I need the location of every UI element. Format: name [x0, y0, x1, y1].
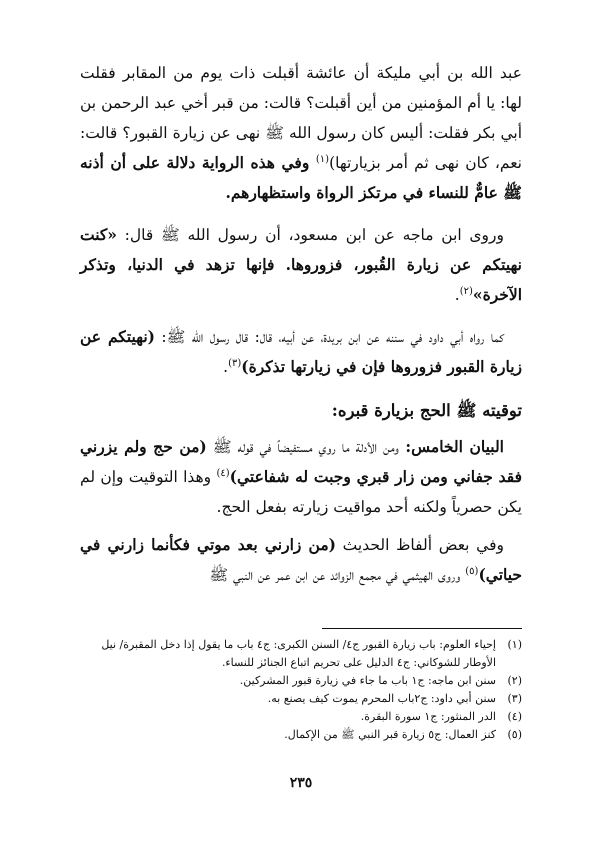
- p1-text-b: وفي هذه الرواية دلالة على أن أذنه ﷺ عامٌّ للنساء في مرتكز الرواة واستظهارهم.: [80, 153, 522, 202]
- p5-text-a: وفي بعض ألفاظ الحديث: [335, 536, 504, 554]
- footnote-divider: [322, 628, 522, 629]
- footnote-ref-1: (١): [315, 153, 330, 165]
- footnote-text: سنن أبي داود: ج٢باب المحرم يموت كيف يصنع به.: [267, 692, 496, 705]
- footnote-ref-3: (٣): [228, 357, 242, 369]
- p5-text-c: وروى الهيثمي في مجمع الزوائد عن ابن عمر عن النبي ﷺ: [209, 566, 466, 584]
- footnote-number: (٣): [507, 692, 522, 705]
- footnotes: [80, 636, 522, 744]
- p2-quote: «كنت نهيتكم عن زيارة القُبور، فزوروها. فإنها تزهد في الدنيا، وتذكر الآخرة»: [80, 225, 522, 304]
- paragraph-3: [80, 322, 522, 382]
- p4-text-b: ومن الأدلة ما روي مستفيضاً في قوله ﷺ: [206, 438, 399, 456]
- p2-end: .: [454, 286, 460, 304]
- page-number: ٢٣٥: [289, 775, 313, 791]
- paragraph-4: [80, 432, 522, 522]
- footnote-ref-5: (٥): [465, 565, 479, 577]
- p1-text-a: عبد الله بن أبي مليكة أن عائشة أقبلت ذات يوم من المقابر فقلت لها: يا أم المؤمنين من أين أقبلت؟ قالت: من قبر أخي عبد الرحمن بن أبي بكر فقلت: أليس كان رسول الله ﷺ نهى عن زيارة القبور؟ قالت: نعم، كان نهى ثم أمر بزيارتها): [80, 64, 522, 172]
- p3-end: .: [223, 358, 229, 376]
- paragraph-1: [80, 58, 522, 208]
- p3-quote: (نهيتكم عن زيارة القبور فزوروها فإن في زيارتها تذكرة): [80, 327, 522, 376]
- footnote-item: [80, 672, 522, 690]
- footnote-text: إحياء العلوم: باب زيارة القبور ج٤/ السنن الكبرى: ج٤ باب ما يقول إذا دخل المقبرة/ نيل الأوطار للشوكاني: ج٤ الدليل على تحريم اتباع الجنائز للنساء.: [101, 638, 496, 669]
- paragraph-2: [80, 220, 522, 310]
- footnote-ref-2: (٢): [459, 285, 473, 297]
- p2-text-a: وروى ابن ماجه عن ابن مسعود، أن رسول الله ﷺ قال:: [116, 226, 504, 244]
- p4-quote: (من حج ولم يزرني فقد جفاني ومن زار قبري وجبت له شفاعتي): [80, 437, 522, 486]
- section-heading: توقيته ﷺ الحج بزيارة قبره:: [331, 401, 522, 420]
- footnote-text: الدر المنثور: ج١ سورة البقرة.: [360, 710, 496, 723]
- footnote-item: [80, 726, 522, 744]
- footnote-text: سنن ابن ماجه: ج١ باب ما جاء في زيارة قبور المشركين.: [239, 674, 496, 687]
- footnote-item: [80, 636, 522, 672]
- footnote-ref-4: (٤): [216, 467, 230, 479]
- footnote-number: (١): [507, 638, 522, 651]
- p4-label: البيان الخامس:: [398, 437, 504, 456]
- p4-text-d: وهذا التوقيت وإن لم يكن حصرياً ولكنه أحد مواقيت زيارته بفعل الحج.: [80, 468, 522, 516]
- footnote-item: [80, 690, 522, 708]
- main-text: [80, 58, 522, 590]
- p3-text-a: كما رواه أبي داود في سننه عن ابن بريدة، عن أبيه، قال: قال رسول الله ﷺ:: [154, 328, 504, 346]
- footnote-text: كنز العمال: ج٥ زيارة قبر النبي ﷺ من الإكمال.: [284, 728, 496, 741]
- footnote-number: (٢): [507, 674, 522, 687]
- paragraph-5: [80, 530, 522, 590]
- p5-quote: (من زارني بعد موتي فكأنما زارني في حياتي): [80, 535, 522, 584]
- footnote-item: [80, 708, 522, 726]
- footnote-number: (٤): [507, 710, 522, 723]
- footnote-number: (٥): [507, 728, 522, 741]
